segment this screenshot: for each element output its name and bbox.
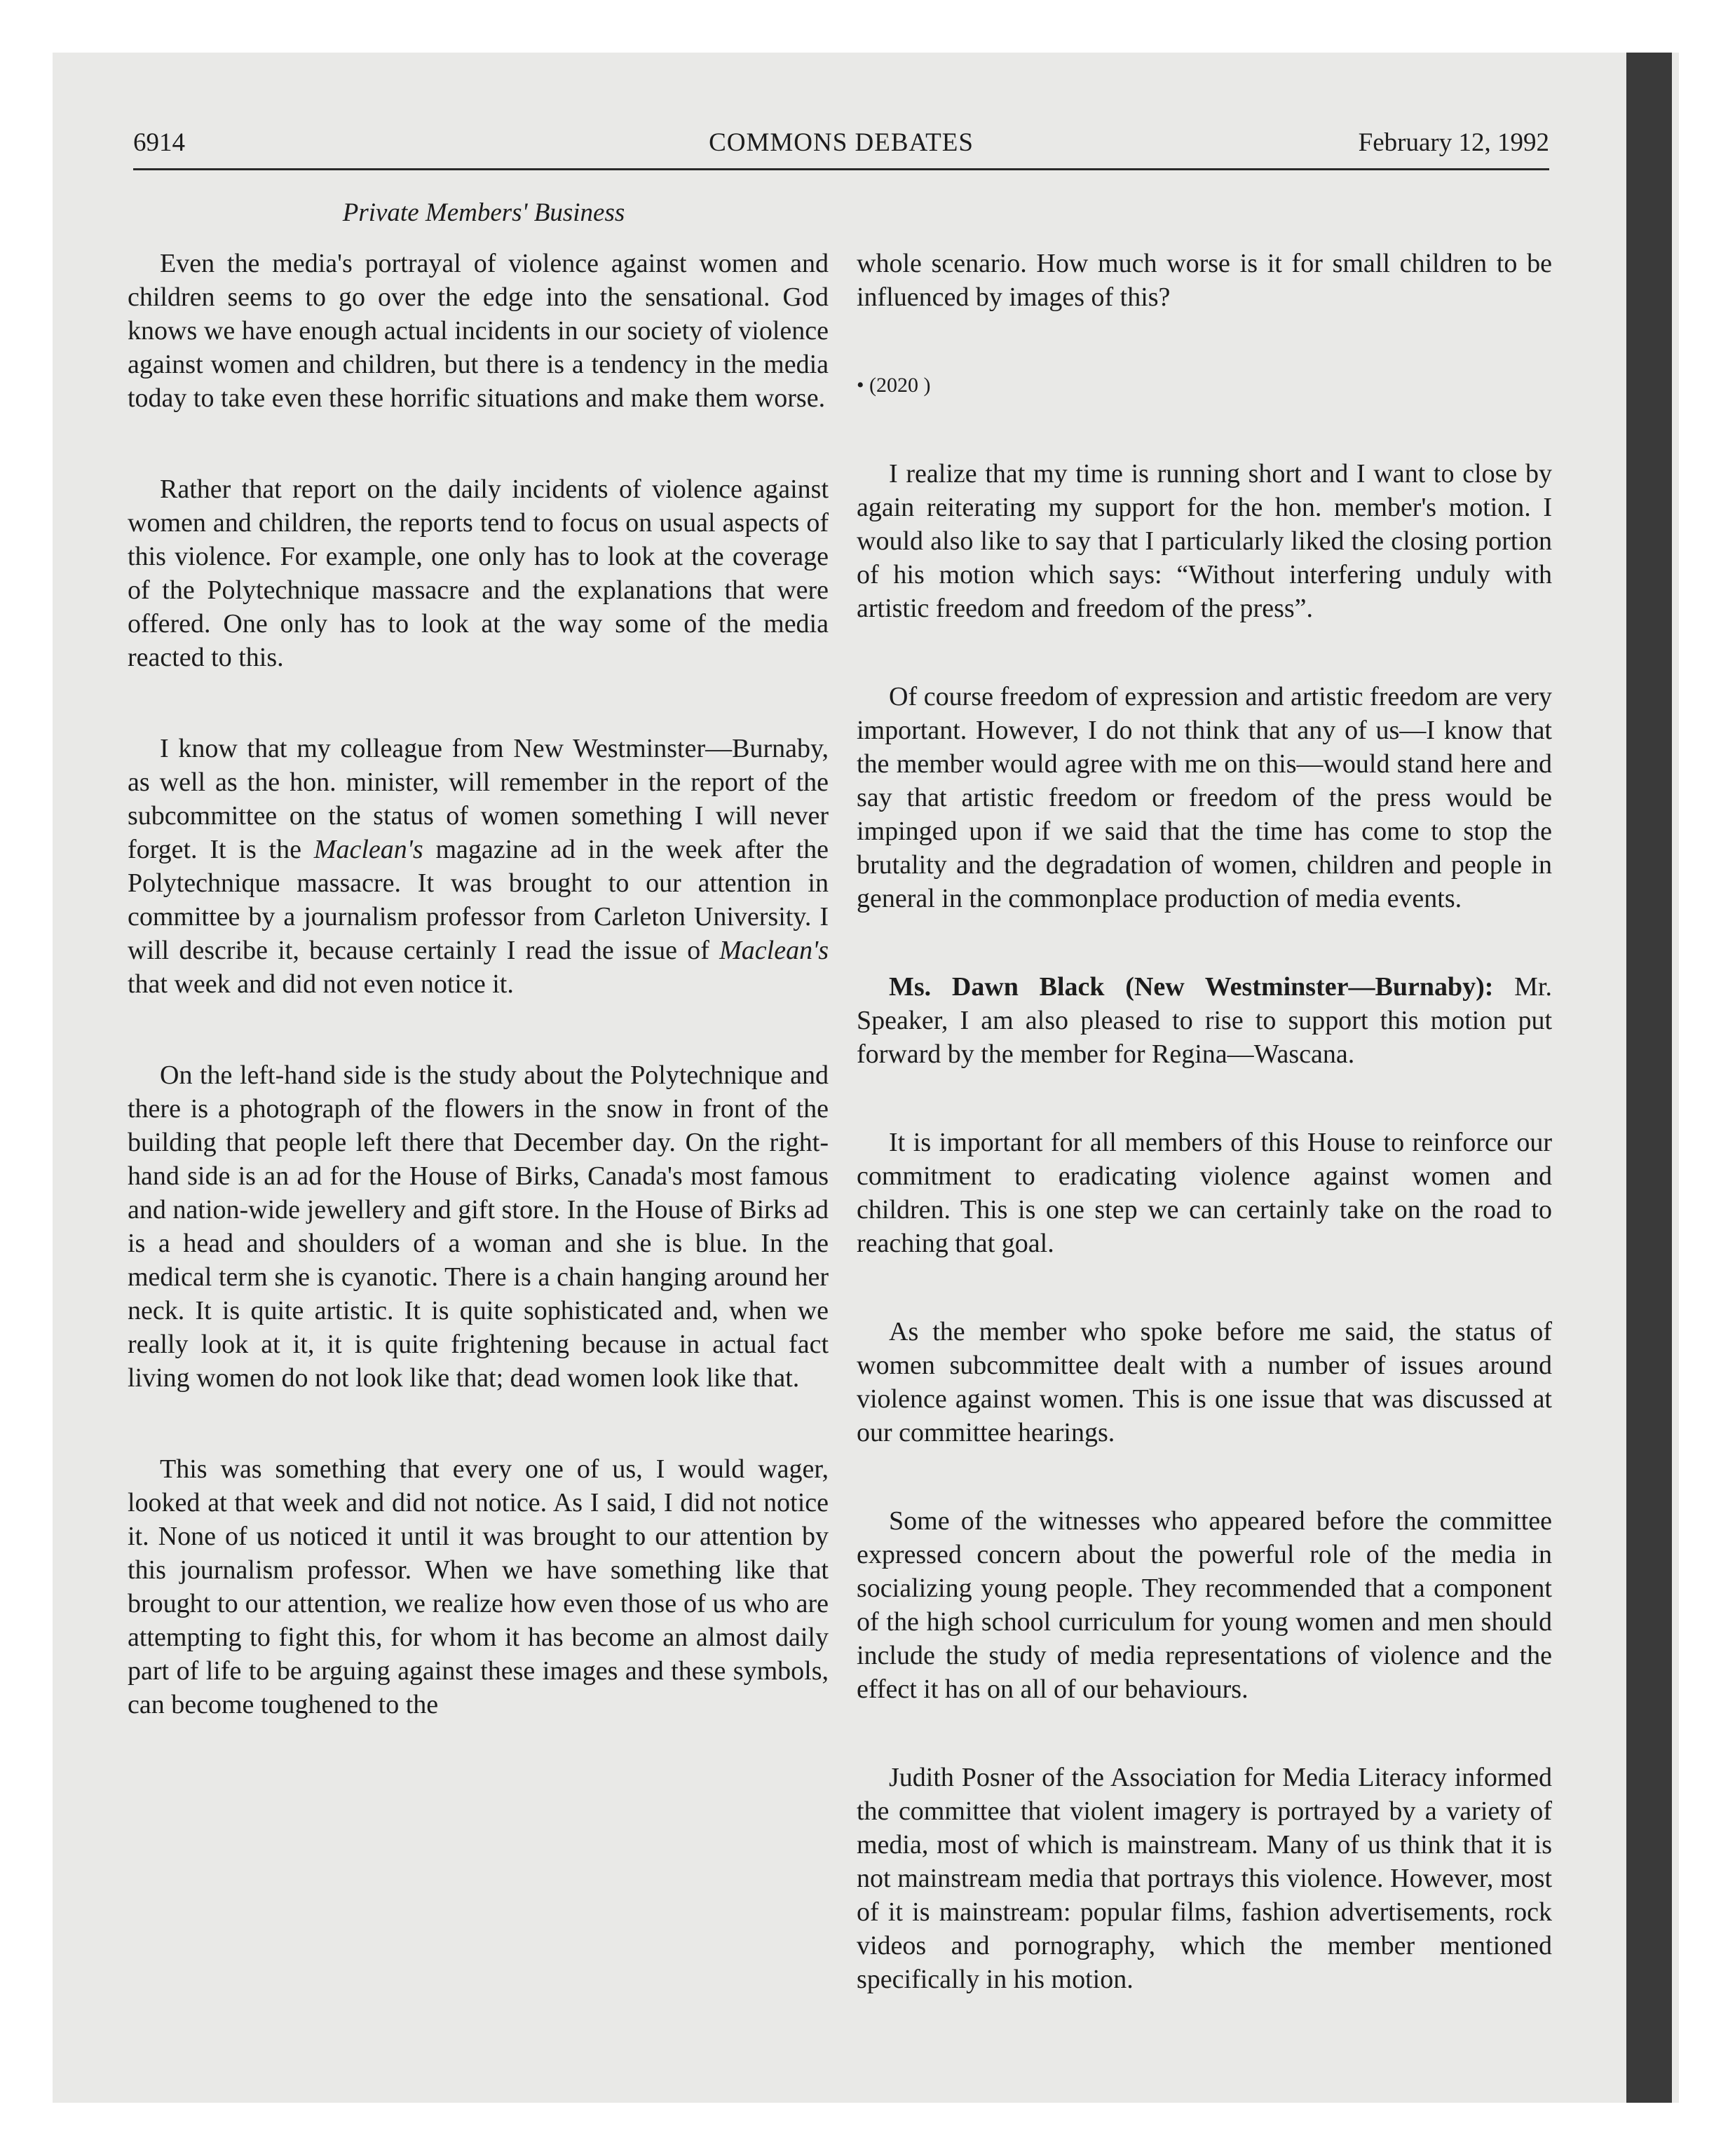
paragraph: Of course freedom of expression and artistic freedom are very important. However, I do not think that any of us—I know that the member would agree with me on this—would stand here and say that artistic freedom or freedom of the press would be impinged upon if we said that the time has come to stop the brutality and the degradation of women, children and people in general in the commonplace production of media events.: [857, 682, 1552, 913]
paragraph: I realize that my time is running short and I want to close by again reiterating my support for the hon. member's motion. I would also like to say that I particularly liked the closing portion of his motion which says: “Without interfering unduly with artistic freedom and freedom of the press”.: [857, 459, 1552, 623]
paragraph: Some of the witnesses who appeared before the committee expressed concern about the powerful role of the media in socializing young people. They recommended that a component of the high school curriculum for young women and men should include the study of media representations of violence and the effect it has on all of our behaviours.: [857, 1506, 1552, 1704]
paragraph: Even the media's portrayal of violence against women and children seems to go over the edge into the sensational. God knows we have enough actual incidents in our society of violence against women and children, but there is a tendency in the media today to take even these horrific situations and make them worse.: [128, 249, 829, 413]
text-run: that week and did not even notice it.: [128, 969, 514, 999]
paragraph: On the left-hand side is the study about the Polytechnique and there is a photograph of the flowers in the snow in front of the building that people left there that December day. On the right-hand side is an ad for the House of Birks, Canada's most famous and nation-wide jewellery and gift store. In the House of Birks ad is a head and shoulders of a woman and she is blue. In the medical term she is cyanotic. There is a chain hanging around her neck. It is quite artistic. It is quite sophisticated and, when we really look at it, it is quite frightening because in actual fact living women do not look like that; dead women look like that.: [128, 1060, 829, 1393]
publication-name: Maclean's: [719, 936, 829, 965]
text-run: magazine ad in the week after the Polytechnique massacre. It was brought to our attention in committee by a journalism professor from Carleton University. I will describe it, because certainly I read the issue of: [128, 835, 829, 965]
section-label: Private Members' Business: [342, 198, 625, 227]
paragraph: It is important for all members of this House to reinforce our commitment to eradicating violence against women and children. This is one step we can certainly take on the road to reaching that goal.: [857, 1128, 1552, 1258]
page-number: 6914: [133, 128, 185, 157]
publication-title: COMMONS DEBATES: [709, 128, 974, 157]
time-marker: • (2020 ): [857, 374, 931, 397]
paragraph: Judith Posner of the Association for Media Literacy informed the committee that violent imagery is portrayed by a variety of media, most of which is mainstream. Many of us think that it is not mainstream media that portrays this violence. However, most of it is mainstream: popular films, fashion advertisements, rock videos and pornography, which the member mentioned specifically in his motion.: [857, 1763, 1552, 1994]
publication-name: Maclean's: [313, 835, 423, 864]
page-header: [133, 119, 1549, 170]
paragraph: This was something that every one of us, I would wager, looked at that week and did not notice. As I said, I did not notice it. None of us noticed it until it was brought to our attention by this journalism professor. When we have something like that brought to our attention, we realize how even those of us who are attempting to fight this, for whom it has become an almost daily part of life to be arguing against these images and these symbols, can become toughened to the: [128, 1454, 829, 1719]
text-run: I know that my colleague from New Westminster—Burnaby, as well as the hon. minister, will remember in the report of the subcommittee on the status of women something I will never forget. It is the: [128, 734, 829, 864]
paragraph: Rather that report on the daily incidents of violence against women and children, the reports tend to focus on usual aspects of this violence. For example, one only has to look at the coverage of the Polytechnique massacre and the explanations that were offered. One only has to look at the way some of the media reacted to this.: [128, 475, 829, 672]
paragraph: [857, 970, 1552, 1071]
paragraph: [128, 732, 829, 1001]
right-column: [857, 247, 1552, 2051]
paragraph-continuation: whole scenario. How much worse is it for small children to be influenced by images of this?: [857, 249, 1552, 312]
text-run: Mr. Speaker, I am also pleased to rise to support this motion put forward by the member for Regina—Wascana.: [857, 972, 1552, 1069]
publication-date: February 12, 1992: [1358, 128, 1549, 157]
left-column: [128, 247, 829, 1779]
paragraph: As the member who spoke before me said, the status of women subcommittee dealt with a number of issues around violence against women. This is one issue that was discussed at our committee hearings.: [857, 1317, 1552, 1447]
binding-edge: [1626, 53, 1672, 2103]
speaker-name: Ms. Dawn Black (New Westminster—Burnaby):: [889, 972, 1494, 1002]
